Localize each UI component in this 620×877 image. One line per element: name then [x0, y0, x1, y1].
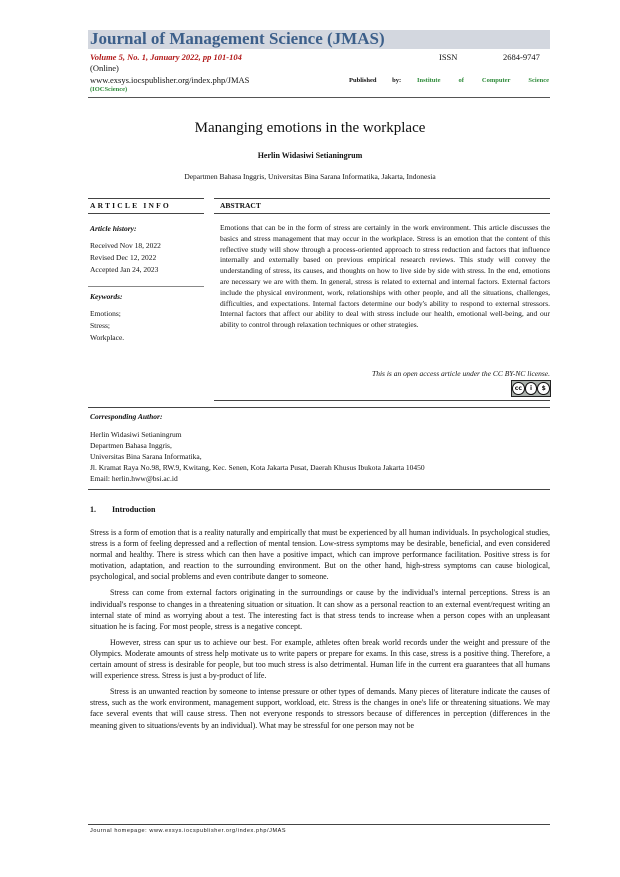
paragraph: Stress can come from external factors originating in the surroundings or cause by the individual's internal perceptions. Stress is an individual's response to changes in a threatening situation or situation. It can show as a personal reaction to an external event/request writing an internal state of mind as worrying about a test. The interesting fact is that stress tends to increase when a person copes with an unpleasant situation he is facing. For most people, stress is a negative concept.	[90, 588, 550, 631]
footer-homepage[interactable]: Journal homepage: www.exsys.iocspublisher.org/index.php/JMAS	[90, 828, 287, 834]
corr-email[interactable]: Email: herlin.hww@bsi.ac.id	[90, 474, 178, 483]
divider	[214, 400, 550, 401]
issn-value: 2684-9747	[503, 52, 540, 62]
section-title: Introduction	[112, 505, 156, 514]
paragraph: Stress is an unwanted reaction by someone to intense pressure or other types of demands. Many pieces of literature indicate the causes of stress, such as the work environment, management support, workload, etc. Stress is the changes in one's life or threatening situations. We may face several events that will cause stress. Then not everyone responds to stressors because of differences in perception (differences in the meaning given to situations/events by an individual). What may be stressful for one person may not be	[90, 687, 550, 730]
divider	[88, 489, 550, 490]
article-history	[90, 240, 161, 276]
publisher-abbr: (IOCScience)	[90, 86, 128, 93]
published-by-label: Published by:	[349, 77, 402, 84]
paper-title: Mananging emotions in the workplace	[194, 120, 426, 136]
divider	[88, 213, 204, 214]
journal-title: Journal of Management Science (JMAS)	[90, 29, 385, 48]
keyword: Workplace.	[90, 333, 125, 342]
corr-line: Departmen Bahasa Inggris,	[90, 441, 172, 450]
online-label: (Online)	[90, 63, 119, 73]
author-name: Herlin Widasiwi Setianingrum	[257, 151, 363, 160]
license-note: This is an open access article under the CC BY-NC license.	[372, 369, 550, 378]
publisher-word: of	[458, 77, 464, 84]
history-heading: Article history:	[90, 224, 137, 233]
paragraph: Stress is a form of emotion that is a reality naturally and empirically that must be experienced by all human individuals. In psychological studies, stress is a form of feeling depressed and a reflection of mental tension. Low-stress symptoms may be desirable, beneficial, and even considered normal and healthy. There is stress which can then have a positive impact, which can improve performance facilitation. Positive stress is for motivation, adaptation, and reaction to the surrounding environment. But on the other hand, high-stress symptoms can cause biological, psychological, and social problems and even contribute danger to someone.	[90, 528, 550, 582]
corr-line: Jl. Kramat Raya No.98, RW.9, Kwitang, Kec. Senen, Kota Jakarta Pusat, Daerah Khusus Ibukota Jakarta 10450	[90, 463, 425, 472]
corr-line: Herlin Widasiwi Setianingrum	[90, 430, 182, 439]
publisher-word: Science	[528, 77, 549, 84]
section-heading	[90, 505, 155, 514]
paragraph: However, stress can spur us to achieve our best. For example, athletes often break world records under the weight and pressure of the Olympics. Moderate amounts of stress help motivate us to write papers or prepare for exams. In this case, stress is a positive thing. Therefore, a certain amount of stress is desirable for people, but too much stress is also detrimental. Human life in the current era guarantees that all humans will experience stress. Stress is just a by-product of life.	[90, 637, 550, 681]
history-revised: Revised Dec 12, 2022	[90, 253, 157, 262]
author-affiliation: Departmen Bahasa Inggris, Universitas Bina Sarana Informatika, Jakarta, Indonesia	[184, 172, 436, 181]
attribution-icon: i	[525, 382, 538, 395]
section-number: 1.	[90, 505, 96, 514]
history-accepted: Accepted Jan 24, 2023	[90, 265, 159, 274]
cc-icon: cc	[512, 382, 525, 395]
header-divider	[88, 97, 550, 98]
divider	[88, 286, 204, 287]
abstract-text: Emotions that can be in the form of stress are certainly in the work environment. This article discusses the basics and stress management that may occur in the workplace. Stress is an emotion that the content of this reflective study will show through a process-oriented approach to stress reduction and factors that influence internally and externally based on previous empirical research reviews. This study will convey the understanding of stress, its causes, and thoughts on how to live side by side with stress. In the end, emotions are necessary we are with them. In general, stress is related to external and internal factors. External factors include the physical environment, work, relationships with other people, and all the situations, challenges, difficulties, and expectations. Internal factors determine our body's ability to respond to external stressors. Internal factors that affect our ability to deal with stress include our health, emotional well-being, and our ability to control through relaxation techniques or other strategies.	[220, 223, 550, 330]
publisher-name[interactable]	[417, 77, 549, 84]
abstract-heading: ABSTRACT	[220, 201, 261, 210]
history-received: Received Nov 18, 2022	[90, 241, 161, 250]
divider	[214, 198, 550, 199]
publisher-word: Institute	[417, 77, 441, 84]
keyword: Stress;	[90, 321, 111, 330]
introduction-body	[90, 527, 550, 736]
keyword: Emotions;	[90, 309, 121, 318]
volume-info: Volume 5, No. 1, January 2022, pp 101-104	[90, 52, 242, 62]
divider	[88, 407, 550, 408]
cc-license-badge[interactable]	[511, 380, 551, 397]
keywords-list	[90, 308, 124, 344]
issn-label: ISSN	[439, 52, 458, 62]
keywords-heading: Keywords:	[90, 292, 123, 301]
divider	[214, 213, 550, 214]
journal-url[interactable]: www.exsys.iocspublisher.org/index.php/JMAS	[90, 75, 250, 85]
corr-line: Universitas Bina Sarana Informatika,	[90, 452, 202, 461]
corresponding-address	[90, 429, 425, 484]
divider	[88, 198, 204, 199]
article-info-heading: ARTICLE INFO	[90, 201, 171, 210]
publisher-word: Computer	[481, 77, 511, 84]
corresponding-heading: Corresponding Author:	[90, 412, 163, 421]
noncommercial-icon: $	[537, 382, 550, 395]
footer-divider	[88, 824, 550, 825]
